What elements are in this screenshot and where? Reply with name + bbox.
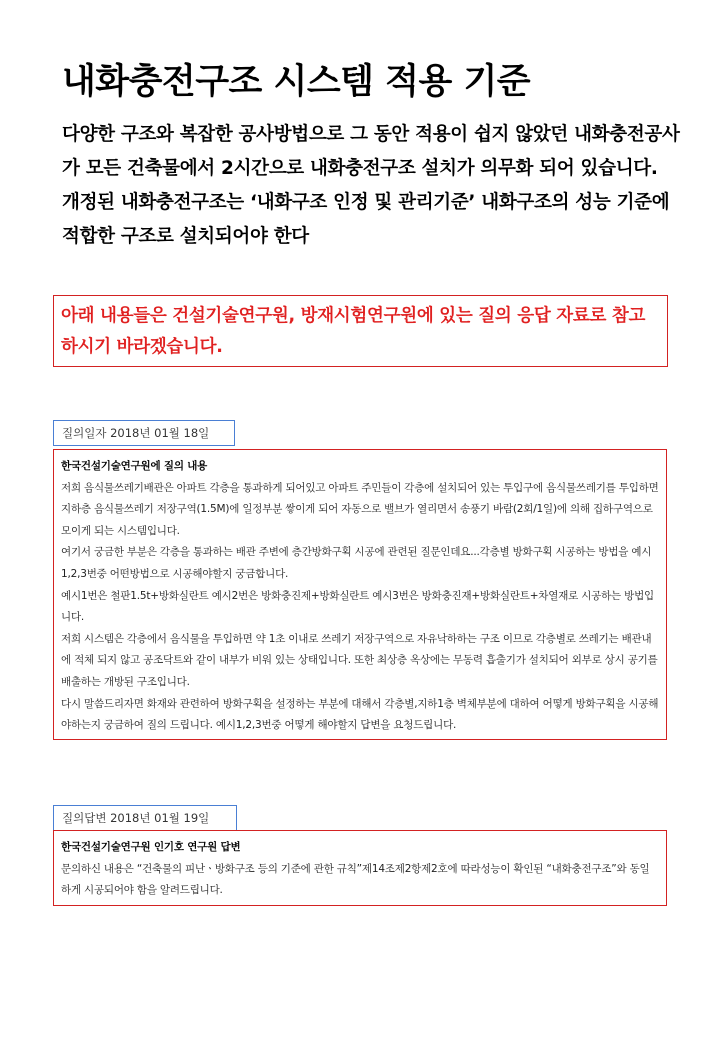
page-title: 내화충전구조 시스템 적용 기준 (62, 62, 531, 102)
answer-date-label: 질의답변 2018년 01월 19일 (53, 805, 237, 831)
answer-box (53, 830, 667, 906)
question-paragraph: 여기서 궁금한 부분은 각층을 통과하는 배관 주변에 층간방화구획 시공에 관련된 질문인데요...각층별 방화구획 시공하는 방법을 예시1,2,3번중 어떤방법으로 시공해야할지 궁금합니다. (61, 546, 652, 580)
question-paragraph: 저희 시스템은 각층에서 음식물을 투입하면 약 1초 이내로 쓰레기 저장구역으로 자유낙하하는 구조 이므로 각층별로 쓰레기는 배관내에 적체 되지 않고 공조닥트와 같이 내부가 비워 있는 상태입니다. 또한 최상층 옥상에는 무동력 흡출기가 설치되어 외부로 상시 공기를 배출하는 개방된 구조입니다. (61, 632, 658, 688)
answer-paragraph: 문의하신 내용은 “건축물의 피난ㆍ방화구조 등의 기준에 관한 규칙”제14조제2항제2호에 따라성능이 확인된 “내화충전구조”와 동일하게 시공되어야 함을 알려드립니다. (61, 862, 650, 897)
question-paragraph: 예시1번은 철판1.5t+방화실란트 예시2번은 방화충진제+방화실란트 예시3번은 방화충진재+방화실란트+차열재로 시공하는 방법입니다. (61, 589, 654, 624)
intro-paragraph: 개정된 내화충전구조는 ‘내화구조 인정 및 관리기준’ 내화구조의 성능 기준에 적합한 구조로 설치되어야 한다 (62, 192, 670, 247)
question-paragraph: 저희 음식물쓰레기배관은 아파트 각층을 통과하게 되어있고 아파트 주민들이 각층에 설치되어 있는 투입구에 음식물쓰레기를 투입하면 지하층 음식물쓰레기 저장구역(1.5M)에 일정부분 쌓이게 되어 자동으로 밸브가 열리면서 송풍기 바람(2회/1일)에 의해 집하구역으로 모이게 되는 시스템입니다. (61, 481, 659, 537)
intro-paragraph: 다양한 구조와 복잡한 공사방법으로 그 동안 적용이 쉽지 않았던 내화충전공사가 모든 건축물에서 2시간으로 내화충전구조 설치가 의무화 되어 있습니다. (62, 124, 680, 179)
question-date-label: 질의일자 2018년 01월 18일 (53, 420, 235, 446)
intro-text (62, 118, 682, 254)
question-paragraph: 다시 말씀드리자면 화재와 관련하여 방화구획을 설정하는 부분에 대해서 각층별,지하1층 벽체부분에 대하여 어떻게 방화구획을 시공해야하는지 궁금하여 질의 드립니다. 예시1,2,3번중 어떻게 해야할지 답변을 요청드립니다. (61, 697, 659, 732)
notice-box: 아래 내용들은 건설기술연구원, 방재시험연구원에 있는 질의 응답 자료로 참고하시기 바라겠습니다. (53, 295, 668, 367)
question-box (53, 449, 667, 740)
answer-heading: 한국건설기술연구원 인기호 연구원 답변 (61, 841, 241, 853)
question-heading: 한국건설기술연구원에 질의 내용 (61, 460, 208, 472)
